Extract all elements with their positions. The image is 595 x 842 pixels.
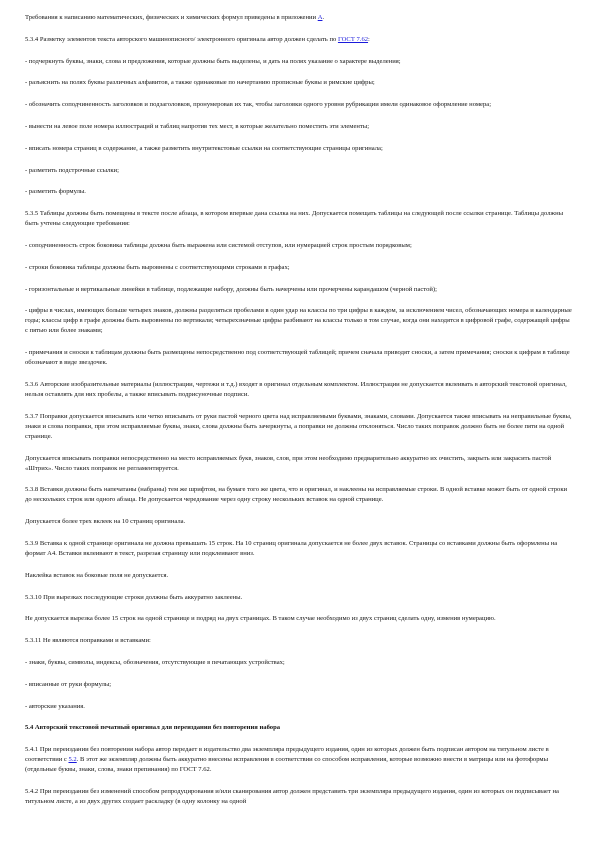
section-heading-5-4: 5.4 Авторский текстовой печатный оригинал для переиздания без повторения набора (25, 724, 281, 732)
list-item: - разметить формулы. (25, 188, 86, 196)
gost-7-62-link[interactable]: ГОСТ 7.62 (337, 35, 369, 43)
paragraph: Допускается вписывать поправки непосредственно на место исправляемых букв, знаков, слов, при этом необходимо предварительно аккуратно их очистить, закрыть или закрасить пастой «Штрих». Число таких поправок не регламентируется. (25, 454, 552, 472)
list-item: - соподчиненность строк боковика таблицы должна быть выражена или системой отступов, или нумерацией строк простым порядковым; (25, 241, 412, 249)
list-item: - строки боковика таблицы должны быть выровнены с соответствующими строками в графах; (25, 263, 290, 271)
paragraph: Допускается более трех вклеек на 10 страниц оригинала. (25, 518, 186, 526)
list-item: - знаки, буквы, символы, индексы, обозначения, отсутствующие в печатающих устройствах; (25, 658, 285, 666)
list-item: - цифры в числах, имеющих больше четырех знаков, должны разделяться пробелами в один удар на классы по три цифры в каждом, за исключением чисел, обозначающих номера и календарные годы; классы цифр в графе должны быть выровнены по вертикали; четырехзначные цифры разбивают на классы только в том случае, когда они находятся в цифровой графе, содержащей цифры с пятью или более знаками; (25, 307, 572, 335)
section-5-2-link[interactable]: 5.2 (68, 756, 77, 764)
paragraph-5-3-8: 5.3.8 Вставки должны быть напечатаны (набраны) тем же шрифтом, на бумаге того же цвета, что и оригинал, и наклеены на исправляемые строки. В одной вставке может быть от одной строки до нескольких строк или одного абзаца. Не допускается чередование через одну строку нескольких вставок на одной странице. (25, 486, 568, 504)
paragraph: Наклейка вставок на боковые поля не допускается. (25, 571, 169, 579)
paragraph-5-3-5: 5.3.5 Таблицы должны быть помещены в тексте после абзаца, в котором впервые дана ссылка на них. Допускается помещать таблицы на следующей после ссылки странице. Таблицы должны быть учтены следующие требования: (25, 210, 564, 228)
paragraph-5-3-9: 5.3.9 Вставка к одной странице оригинала не должна превышать 15 строк. На 10 страниц оригинала допускается не более двух вставок. Страницы со вставками должны быть оформлены на формат А4. Вставки вклеивают в текст, разрезая страницу или подклеивают вниз. (25, 539, 558, 557)
paragraph-5-3-10: 5.3.10 При вырезках последующие строки должны быть аккуратно заклеены. (25, 593, 243, 601)
paragraph-5-3-11: 5.3.11 Не являются поправками и вставками: (25, 637, 151, 645)
list-item: - горизонтальные и вертикальные линейки в таблице, подлежащие набору, должны быть начерчены или прочерчены карандашом (черной пастой); (25, 285, 437, 293)
list-item: - примечания и сноски к таблицам должны быть размещены непосредственно под соответствующей таблицей; причем сначала приводят сноски, а затем примечания; сноски к цифрам в таблице обозначают в виде звездочек. (25, 349, 570, 367)
list-item: - вынести на левое поле номера иллюстраций и таблиц напротив тех мест, в которые желательно поместить эти элементы; (25, 122, 370, 130)
list-item: - вписанные от руки формулы; (25, 680, 112, 688)
paragraph-5-3-7: 5.3.7 Поправки допускается вписывать или четко вписывать от руки пастой черного цвета над исправляемыми буквами, знаками, словами. Допускается также вписывать на неправильные буквы, знаки и слова поправки, при этом исправляемые буквы, знаки, слова должны быть зачеркнуты, а поправки не должны отклоняться. Число таких поправок должно быть не более пяти на одной странице. (25, 412, 572, 440)
appendix-a-link[interactable]: А (317, 14, 323, 21)
list-item: - разметить подстрочные ссылки; (25, 166, 119, 174)
paragraph-5-3-4: 5.3.4 Разметку элементов текста авторского машинописного/ электронного оригинала автор должен сделать по ГОСТ 7.62: (25, 35, 370, 43)
list-item: - подчеркнуть буквы, знаки, слова и предложения, которые должны быть выделены, и дать на полях указание о характере выделения; (25, 57, 401, 65)
paragraph-formulas-appendix: Требования к написанию математических, физических и химических формул приведены в приложении А. (25, 14, 325, 21)
list-item: - вписать номера страниц в содержание, а также разметить внутритекстовые ссылки на соответствующие страницы оригинала; (25, 144, 383, 152)
paragraph-5-4-1: 5.4.1 При переиздании без повторения набора автор передает в издательство два экземпляра предыдущего издания, один из которых должен быть подписан автором на титульном листе в соответствии с 5.2. В этот же экземпляр должны быть аккуратно внесены исправления в соответствии со способом исправления, которые возможно внести в матрицы или на фотоформы (отдельные буквы, знаки, слова, знаки препинания) по ГОСТ 7.62. (25, 746, 549, 774)
list-item: - разъяснить на полях буквы различных алфавитов, а также одинаковые по начертанию прописные буквы и римские цифры; (25, 79, 375, 87)
list-item: - обозначить соподчиненность заголовков и подзаголовков, пронумеровав их так, чтобы заголовки одного уровня рубрикации имели одинаковое оформление номера; (25, 101, 492, 109)
paragraph: Не допускается вырезка более 15 строк на одной странице и подряд на двух страницах. В таком случае необходимо из двух страниц сделать одну, изменив нумерацию. (25, 615, 496, 623)
document-body (25, 13, 573, 819)
list-item: - авторские указания. (25, 702, 85, 710)
paragraph-5-4-2: 5.4.2 При переиздании без изменений способом репродуцирования и/или сканирования автор должен представить три экземпляра предыдущего издания, один из которых он подписывает на титульном листе, а из двух других создает раскладку (в одну колонку на одной (25, 787, 559, 805)
paragraph-5-3-6: 5.3.6 Авторские изобразительные материалы (иллюстрации, чертежи и т.д.) входят в оригинал отдельным комплектом. Иллюстрации не допускается вклеивать в авторский текстовой оригинал, нельзя оставлять для них пробелы, а также вписывать подрисуночные подписи. (25, 380, 567, 398)
